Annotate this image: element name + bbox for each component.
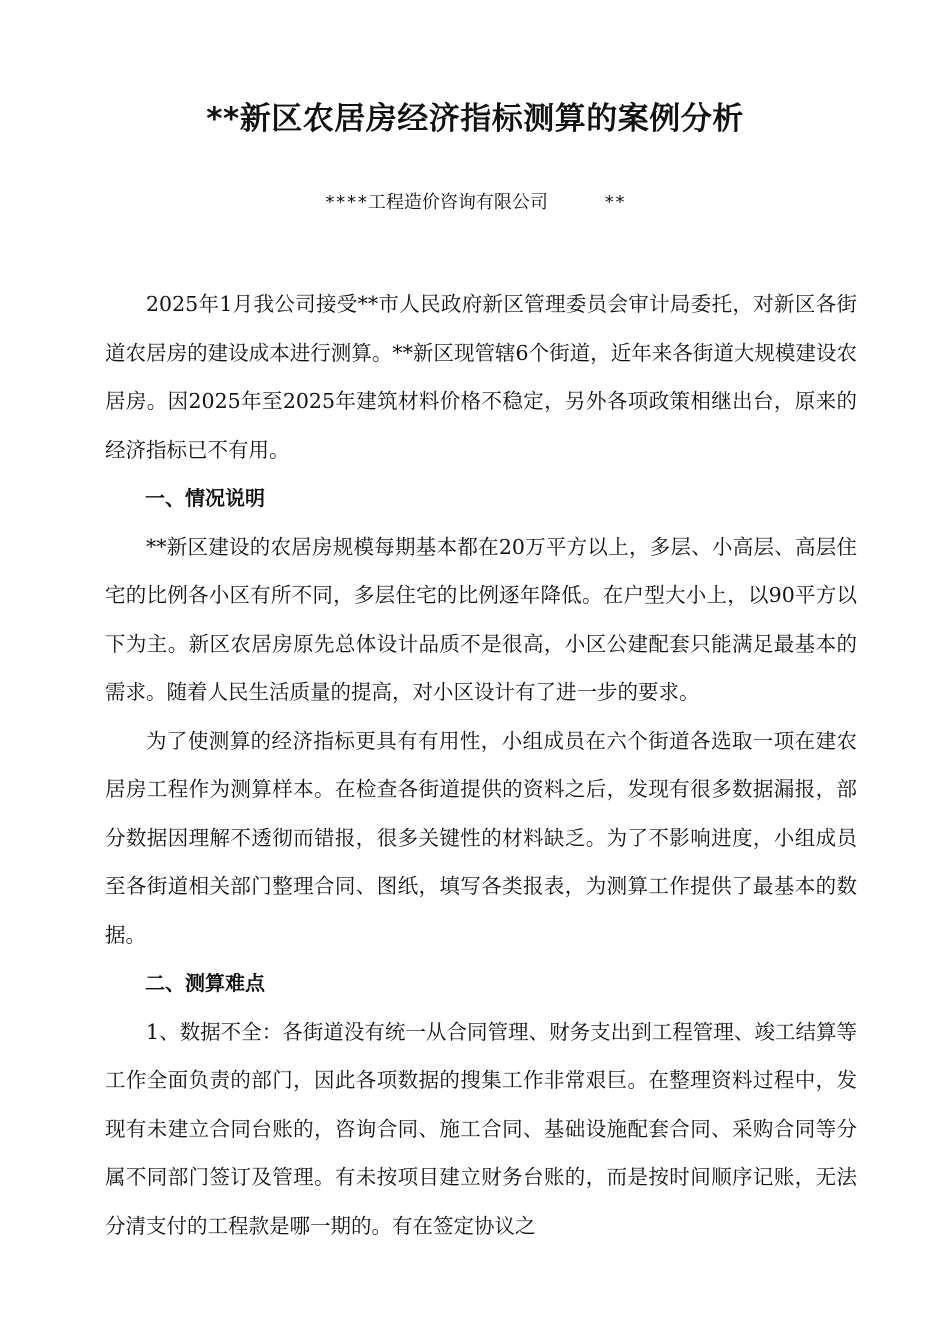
- document-body: [105, 280, 857, 1250]
- section-heading-situation: 一、情况说明: [145, 486, 265, 510]
- intro-paragraph: 2025年1月我公司接受**市人民政府新区管理委员会审计局委托，对新区各街道农居房的建设成本进行测算。**新区现管辖6个街道，近年来各街道大规模建设农居房。因2025年至2025年建筑材料价格不稳定，另外各项政策相继出台，原来的经济指标已不有用。: [105, 292, 857, 462]
- body-paragraph: 1、数据不全：各街道没有统一从合同管理、财务支出到工程管理、竣工结算等工作全面负责的部门，因此各项数据的搜集工作非常艰巨。在整理资料过程中，发现有未建立合同台账的，咨询合同、施工合同、基础设施配套合同、采购合同等分属不同部门签订及管理。有未按项目建立财务台账的，而是按时间顺序记账，无法分清支付的工程款是哪一期的。有在签定协议之: [105, 1019, 857, 1238]
- company-name: ****工程造价咨询有限公司: [324, 192, 548, 213]
- body-paragraph: 为了使测算的经济指标更具有有用性，小组成员在六个街道各选取一项在建农居房工程作为测算样本。在检查各街道提供的资料之后，发现有很多数据漏报，部分数据因理解不透彻而错报，很多关键性的材料缺乏。为了不影响进度，小组成员至各街道相关部门整理合同、图纸，填写各类报表，为测算工作提供了最基本的数据。: [105, 728, 857, 947]
- author-name: **: [603, 192, 626, 213]
- body-paragraph: **新区建设的农居房规模每期基本都在20万平方以上，多层、小高层、高层住宅的比例各小区有所不同，多层住宅的比例逐年降低。在户型大小上，以90平方以下为主。新区农居房原先总体设计品质不是很高，小区公建配套只能满足最基本的需求。随着人民生活质量的提高，对小区设计有了进一步的要求。: [105, 534, 857, 704]
- section-heading-difficulties: 二、测算难点: [145, 971, 265, 995]
- byline: [0, 188, 950, 218]
- document-title: **新区农居房经济指标测算的案例分析: [206, 101, 744, 137]
